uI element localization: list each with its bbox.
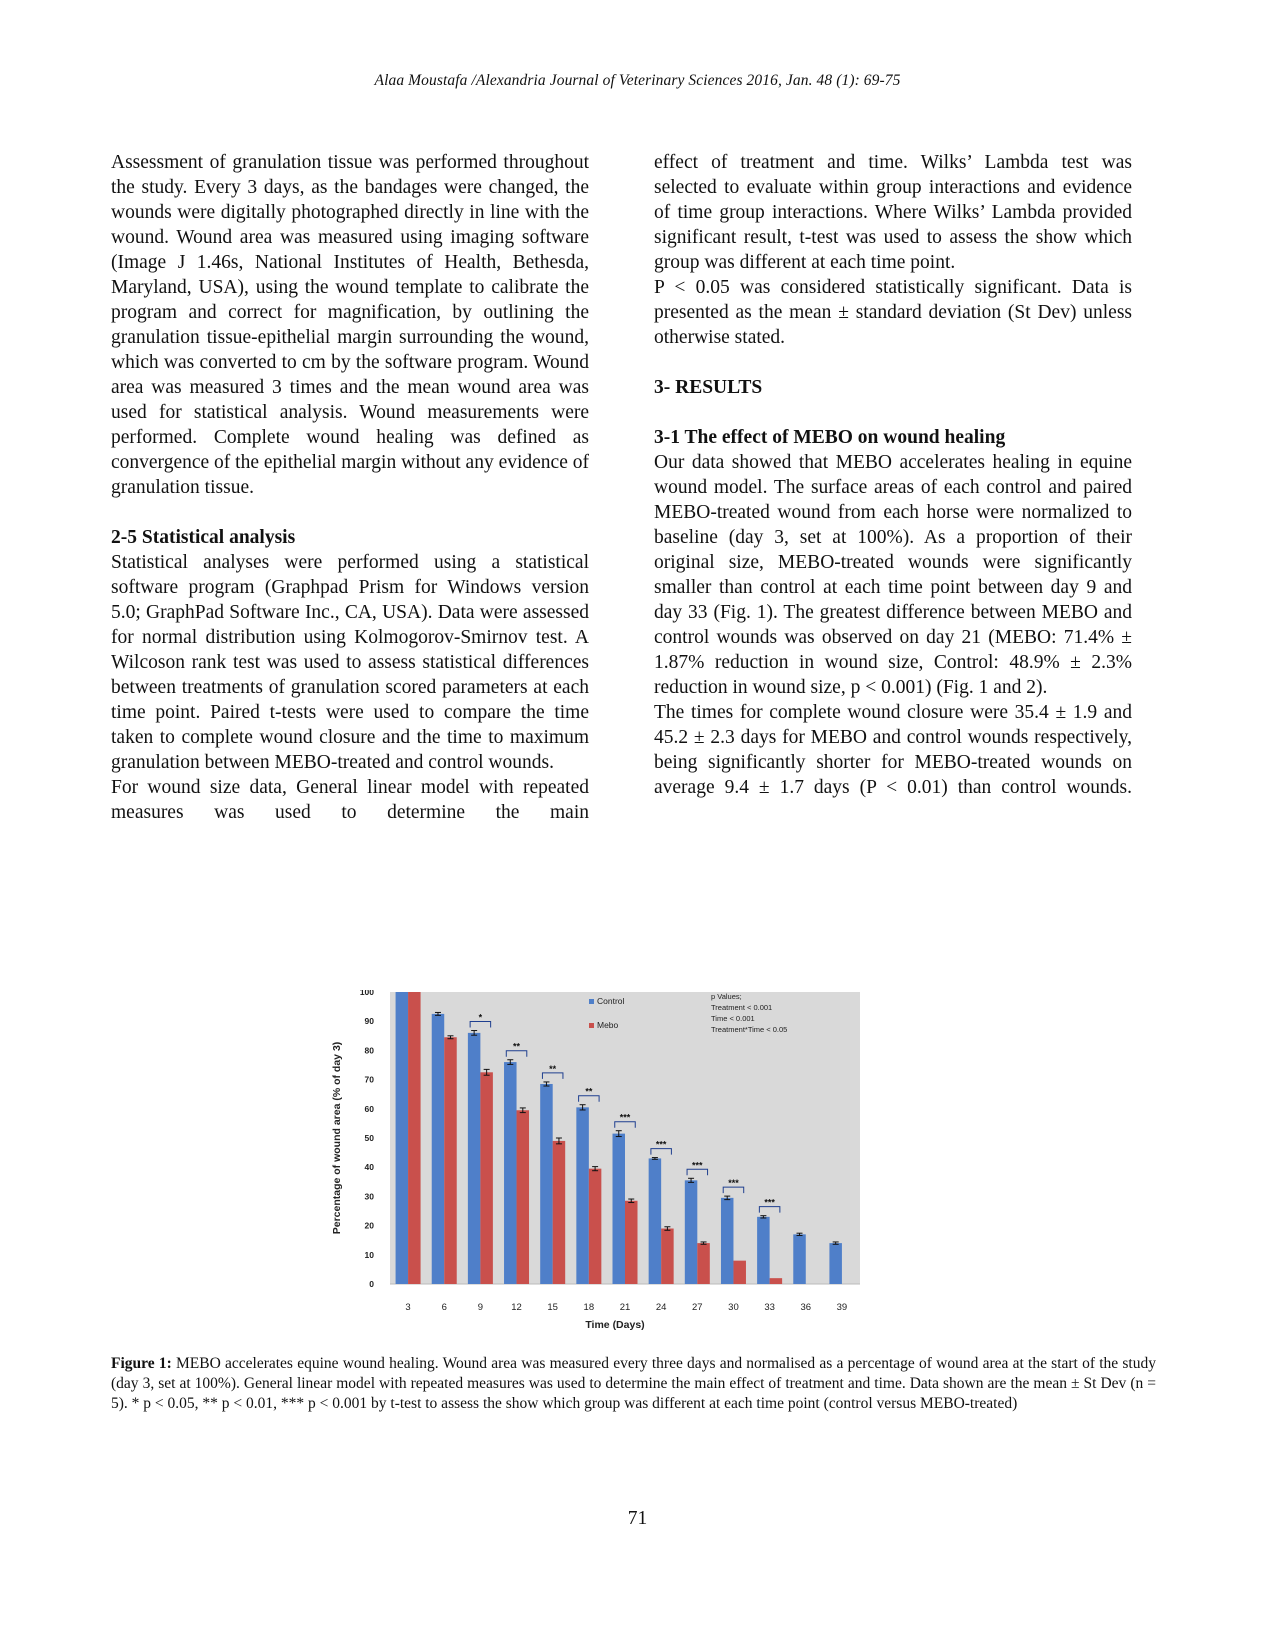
p-values-annotation: Treatment < 0.001 <box>711 1003 773 1012</box>
significance-stars: * <box>478 1012 483 1023</box>
y-axis-label: Percentage of wound area (% of day 3) <box>331 1041 343 1235</box>
right-paragraph-1: effect of treatment and time. Wilks’ Lambda test was selected to evaluate within group interactions and evidence of time group interactions. Where Wilks’ Lambda provided significant result, t-test was used to assess the show which group was different at each time point. <box>654 152 1132 273</box>
x-tick-label: 21 <box>619 1302 631 1313</box>
left-column <box>111 150 589 825</box>
y-tick-label: 70 <box>364 1074 374 1085</box>
significance-stars: *** <box>728 1178 739 1189</box>
heading-effect-of-mebo: 3-1 The effect of MEBO on wound healing <box>654 427 1006 448</box>
x-tick-label: 9 <box>477 1302 484 1313</box>
bar-mebo <box>553 1141 566 1284</box>
y-tick-label: 80 <box>364 1045 374 1056</box>
bar-mebo <box>625 1201 638 1284</box>
bar-mebo <box>517 1110 530 1284</box>
page-number: 71 <box>627 1508 648 1529</box>
legend-label-mebo: Mebo <box>597 1020 619 1030</box>
significance-stars: ** <box>585 1086 593 1097</box>
running-head: Alaa Moustafa /Alexandria Journal of Veterinary Sciences 2016, Jan. 48 (1): 69-75 <box>374 72 901 89</box>
legend-swatch-control <box>589 999 594 1004</box>
bar-mebo <box>444 1037 457 1284</box>
bar-control <box>613 1134 626 1284</box>
right-paragraph-4: The times for complete wound closure were 35.4 ± 1.9 and 45.2 ± 2.3 days for MEBO and control wounds respectively, being significantly shorter for MEBO-treated wounds on average 9.4 ± 1.7 days (P < 0.01) than control wounds. <box>654 702 1132 798</box>
bar-control <box>396 992 409 1284</box>
y-tick-label: 50 <box>364 1133 374 1143</box>
significance-stars: *** <box>655 1139 667 1150</box>
right-paragraph-3: Our data showed that MEBO accelerates healing in equine wound model. The surface areas of each control and paired MEBO-treated wound from each horse were normalized to baseline (day 3, set at 100%). As a proportion of their original size, MEBO-treated wounds were significantly smaller than control at each time point between day 9 and day 33 (Fig. 1). The greatest difference between MEBO and control wounds was observed on day 21 (MEBO: 71.4% ± 1.87% reduction in wound size, Control: 48.9% ± 2.3% reduction in wound size, p < 0.001) (Fig. 1 and 2). <box>654 452 1132 698</box>
bar-control <box>721 1198 734 1284</box>
bar-mebo <box>589 1169 602 1284</box>
x-tick-label: 18 <box>583 1302 595 1313</box>
x-tick-label: 15 <box>547 1302 558 1313</box>
y-tick-label: 90 <box>364 1016 374 1027</box>
left-paragraph-1: Assessment of granulation tissue was performed throughout the study. Every 3 days, as the bandages were changed, the wounds were digitally photographed directly in line with the wound. Wound area was measured using imaging software (Image J 1.46s, National Institutes of Health, Bethesda, Maryland, USA), using the wound template to calibrate the program and correct for magnification, by outlining the granulation tissue-epithelial margin surrounding the wound, which was converted to cm by the software program. Wound area was measured 3 times and the mean wound area was used for statistical analysis. Wound measurements were performed. Complete wound healing was defined as convergence of the epithelial margin without any evidence of granulation tissue. <box>111 152 589 498</box>
figure-caption-label: Figure 1: <box>111 1355 172 1372</box>
y-tick-label: 40 <box>364 1162 374 1173</box>
significance-stars: ** <box>549 1063 557 1074</box>
p-values-annotation: p Values; <box>711 992 742 1001</box>
x-tick-label: 3 <box>405 1302 411 1313</box>
bar-control <box>504 1062 517 1284</box>
left-paragraph-3: For wound size data, General linear model with repeated measures was used to determine the main <box>111 777 589 823</box>
heading-statistical-analysis: 2-5 Statistical analysis <box>111 527 296 548</box>
significance-stars: *** <box>692 1160 703 1171</box>
y-tick-label: 20 <box>364 1220 374 1231</box>
bar-control <box>468 1033 481 1284</box>
y-tick-label: 0 <box>369 1279 374 1289</box>
x-tick-label: 33 <box>764 1302 775 1313</box>
y-tick-label: 60 <box>364 1103 374 1114</box>
x-tick-label: 12 <box>511 1302 522 1313</box>
bar-mebo <box>408 992 421 1284</box>
x-tick-label: 24 <box>655 1302 667 1313</box>
bar-mebo <box>770 1278 783 1284</box>
x-tick-label: 36 <box>800 1302 812 1313</box>
p-values-annotation: Time < 0.001 <box>711 1014 755 1023</box>
bar-control <box>829 1243 842 1284</box>
right-column <box>654 150 1132 800</box>
p-values-annotation: Treatment*Time < 0.05 <box>711 1025 788 1034</box>
bar-mebo <box>733 1261 746 1284</box>
significance-stars: ** <box>513 1041 521 1052</box>
bar-control <box>757 1217 770 1284</box>
x-tick-label: 27 <box>692 1302 703 1313</box>
significance-stars: *** <box>619 1112 631 1123</box>
figure-1 <box>330 990 900 1340</box>
x-tick-label: 39 <box>836 1302 848 1313</box>
bar-mebo <box>661 1229 674 1284</box>
wound-area-bar-chart <box>330 990 900 1340</box>
bar-mebo <box>480 1072 493 1284</box>
bar-control <box>649 1158 662 1284</box>
x-tick-label: 6 <box>441 1302 447 1313</box>
right-paragraph-2: P < 0.05 was considered statistically significant. Data is presented as the mean ± standard deviation (St Dev) unless otherwise stated. <box>654 277 1132 348</box>
bar-mebo <box>697 1243 710 1284</box>
y-tick-label: 30 <box>364 1191 374 1202</box>
bar-control <box>793 1234 806 1284</box>
heading-results: 3- RESULTS <box>654 377 763 398</box>
legend-label-control: Control <box>597 996 625 1006</box>
bar-control <box>685 1180 698 1284</box>
significance-stars: *** <box>764 1197 775 1208</box>
bar-control <box>540 1084 553 1284</box>
x-tick-label: 30 <box>728 1302 739 1313</box>
legend-swatch-mebo <box>589 1023 594 1028</box>
bar-control <box>432 1014 445 1284</box>
figure-caption-text: MEBO accelerates equine wound healing. Wound area was measured every three days and normalised as a percentage of wound area at the start of the study (day 3, set at 100%). General linear model with repeated measures was used to determine the main effect of treatment and time. Data shown are the mean ± St Dev (n = 5). * p < 0.05, ** p < 0.01, *** p < 0.001 by t-test to assess the show which group was different at each time point (control versus MEBO-treated) <box>111 1355 1156 1412</box>
left-paragraph-2: Statistical analyses were performed using a statistical software program (Graphpad Prism for Windows version 5.0; GraphPad Software Inc., CA, USA). Data were assessed for normal distribution using Kolmogorov-Smirnov test. A Wilcoson rank test was used to assess statistical differences between treatments of granulation scored parameters at each time point. Paired t-tests were used to compare the time taken to complete wound closure and the time to maximum granulation between MEBO-treated and control wounds. <box>111 552 589 773</box>
x-axis-label: Time (Days) <box>585 1319 645 1331</box>
y-tick-label: 10 <box>364 1249 374 1260</box>
y-tick-label: 100 <box>359 990 374 997</box>
bar-control <box>576 1107 589 1284</box>
figure-caption <box>111 1354 1156 1414</box>
